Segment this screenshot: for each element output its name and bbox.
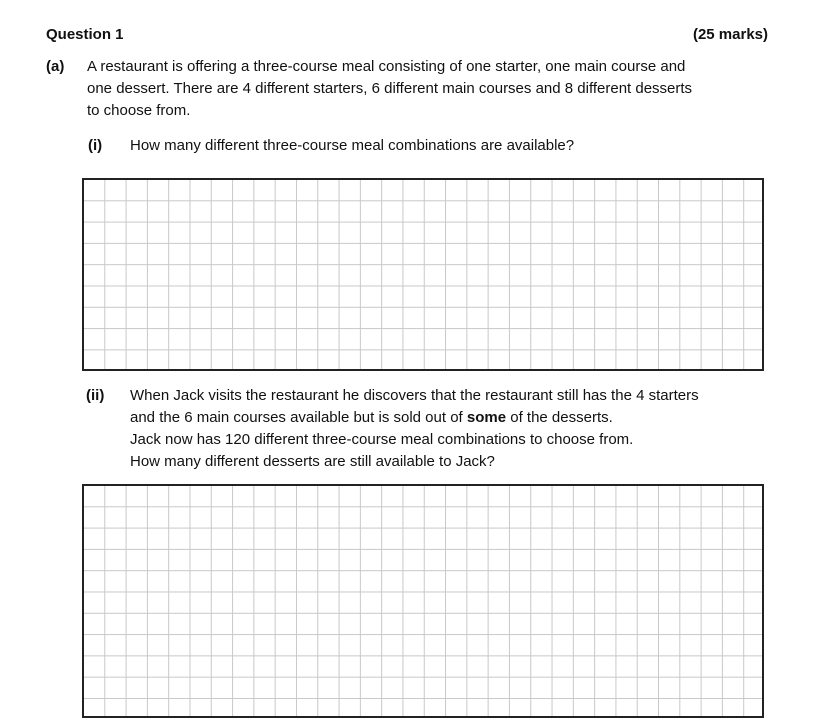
part-a-line-1: A restaurant is offering a three-course meal consisting of one starter, one main course and xyxy=(87,58,686,75)
part-ii-line-4: How many different desserts are still available to Jack? xyxy=(130,453,495,470)
part-ii-line-2-start: and the 6 main courses available but is sold out of xyxy=(130,409,467,426)
part-a-line-2: one dessert. There are 4 different starters, 6 different main courses and 8 different desserts xyxy=(87,80,693,97)
question-title: Question 1 xyxy=(46,26,124,43)
part-a-line-3: to choose from. xyxy=(87,102,191,119)
part-ii-line-2 xyxy=(130,407,613,429)
answer-grid-ii[interactable] xyxy=(82,484,764,718)
part-i-label: (i) xyxy=(88,137,103,154)
answer-grid-i[interactable] xyxy=(82,178,764,371)
part-ii-line-2-end: of the desserts. xyxy=(506,409,613,426)
part-ii-label: (ii) xyxy=(86,387,105,404)
part-ii-line-1: When Jack visits the restaurant he discovers that the restaurant still has the 4 starters xyxy=(130,387,699,404)
part-i-text: How many different three-course meal combinations are available? xyxy=(130,137,575,154)
question-marks: (25 marks) xyxy=(692,26,768,43)
part-a-label: (a) xyxy=(46,58,65,75)
part-ii-emphasis: some xyxy=(466,409,507,426)
part-ii-line-3: Jack now has 120 different three-course meal combinations to choose from. xyxy=(130,431,634,448)
